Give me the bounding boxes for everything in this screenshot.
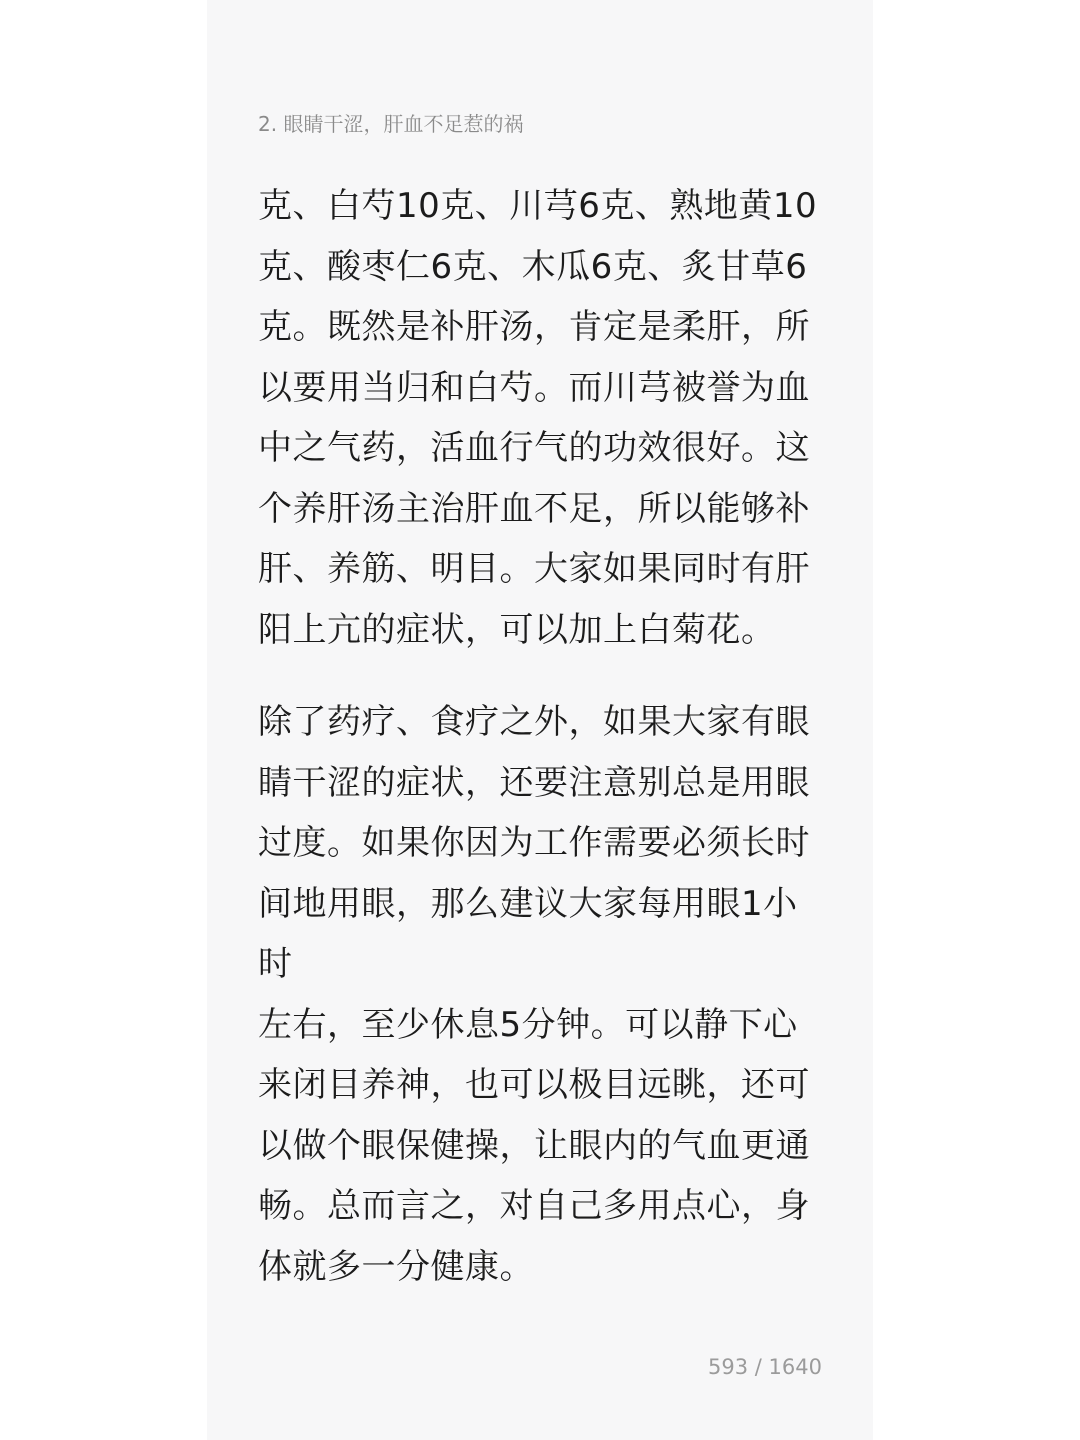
chapter-title: 2. 眼睛干涩，肝血不足惹的祸 [258,112,524,136]
page-indicator: 593 / 1640 [708,1355,822,1379]
reader-page[interactable] [207,0,873,1440]
paragraph: 克、白芍10克、川芎6克、熟地黄10 克、酸枣仁6克、木瓜6克、炙甘草6 克。既然是补肝汤，肯定是柔肝，所 以要用当归和白芍。而川芎被誉为血 中之气药，活血行气的功效很好。这 个养肝汤主治肝血不足，所以能够补 肝、养筋、明目。大家如果同时有肝 阳上亢的症状，可以加上白菊花。 [258,186,818,650]
reading-content[interactable] [258,176,818,1297]
paragraph: 除了药疗、食疗之外，如果大家有眼 睛干涩的症状，还要注意别总是用眼 过度。如果你因为工作需要必须长时 间地用眼，那么建议大家每用眼1小时 左右，至少休息5分钟。可以静下心 来闭目养神，也可以极目远眺，还可 以做个眼保健操，让眼内的气血更通 畅。总而言之，对自己多用点心，身 体就多一分健康。 [258,702,810,1287]
